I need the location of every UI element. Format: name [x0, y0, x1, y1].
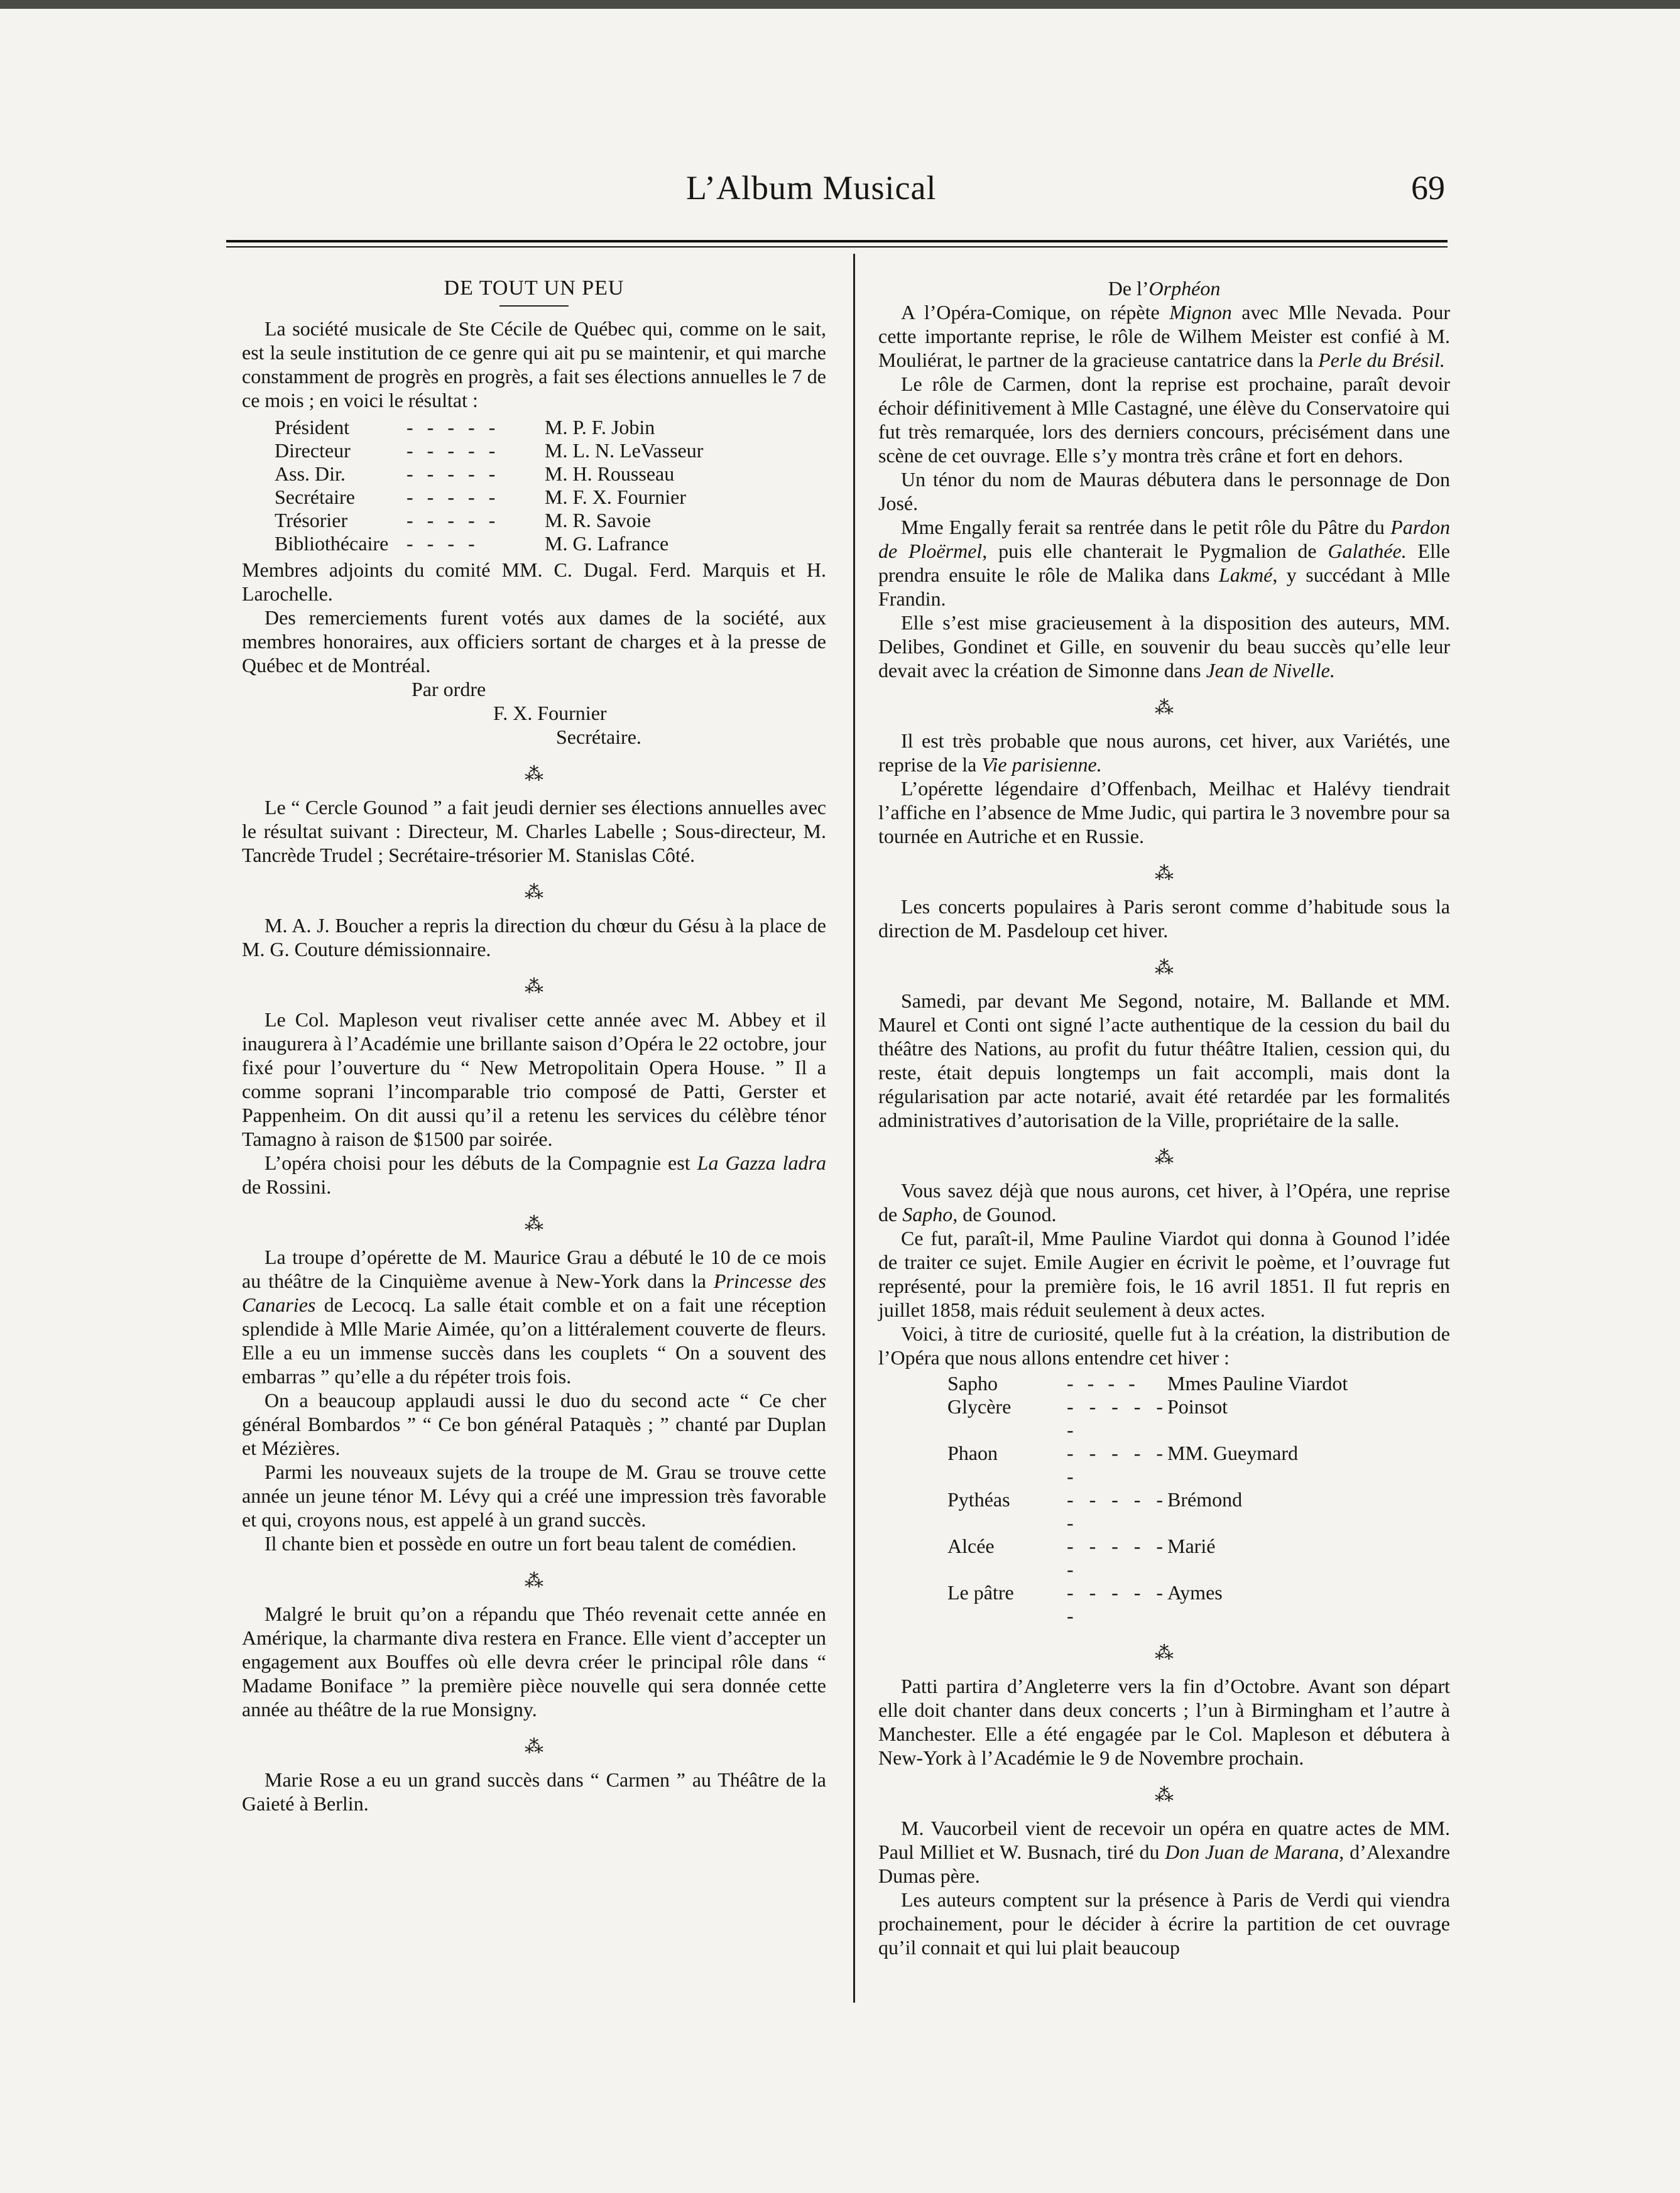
text: Elle prendra ensuite le rôle de Malika dans: [878, 540, 1450, 586]
table-row: [275, 439, 703, 462]
cell-dash: - - - - - -: [1067, 1581, 1167, 1627]
table-row: [947, 1581, 1348, 1628]
ornament-stars: ⁂: [525, 1570, 543, 1591]
paragraph: Le Col. Mapleson veut rivaliser cette année avec M. Abbey et il inaugurera à l’Académie une brillante saison d’Opéra le 22 octobre, jour fixé pour l’ouverture du “ New Metropolitain Opera House. ” Il a comme soprani l’incomparable trio composé de Patti, Gerster et Pappenheim. On dit aussi qu’il a retenu les services du célèbre ténor Tamagno à raison de $1500 par soirée.: [242, 1008, 826, 1150]
ornament-stars: ⁂: [1155, 863, 1174, 884]
table-row: [947, 1442, 1348, 1488]
text: M. Vaucorbeil vient de recevoir un opéra en quatre actes de MM. Paul Milliet et W. Busnach, tiré du: [878, 1817, 1450, 1863]
cell-name: M. F. X. Fournier: [545, 486, 686, 508]
table-row: [275, 462, 703, 486]
source-credit: [878, 276, 1450, 300]
cell-dash: - - - -: [406, 532, 479, 555]
cell-role: Sapho: [947, 1372, 998, 1395]
ornament-stars: ⁂: [1155, 1147, 1174, 1168]
source-name: Orphéon: [1148, 277, 1221, 300]
table-row: [275, 416, 703, 439]
paragraph: [878, 1178, 1450, 1226]
paragraph: Patti partira d’Angleterre vers la fin d’Octobre. Avant son départ elle doit chanter dans deux concerts ; l’un à Birmingham et l’autre à Manchester. Elle a été engagée par le Col. Mapleson et débutera à New-York à l’Académie le 9 de Novembre prochain.: [878, 1675, 1450, 1769]
cell-dash: - - - - -: [406, 462, 500, 485]
opera-title: Don Juan de Marana: [1165, 1841, 1339, 1863]
cell-dash: - - - - -: [406, 416, 500, 438]
text: Mme Engally ferait sa rentrée dans le petit rôle du Pâtre du: [901, 516, 1391, 538]
cell-name: Marié: [1167, 1535, 1216, 1557]
text: de Gounod.: [957, 1203, 1057, 1226]
cell-name: MM. Gueymard: [1167, 1442, 1298, 1464]
paragraph: Un ténor du nom de Mauras débutera dans le personnage de Don José.: [878, 468, 1450, 514]
cell-role: Directeur: [275, 439, 351, 462]
text: De l’: [1108, 277, 1149, 300]
scan-edge: [0, 0, 1680, 9]
section-title: DE TOUT UN PEU: [444, 276, 625, 300]
text: Vous savez déjà que nous aurons, cet hiver, à l’Opéra, une reprise de: [878, 1179, 1450, 1226]
paragraph: [878, 300, 1450, 372]
cell-role: Ass. Dir.: [275, 462, 346, 485]
paragraph: [878, 611, 1450, 682]
cell-name: Mmes Pauline Viardot: [1167, 1372, 1348, 1395]
text: Elle s’est mise gracieusement à la disposition des auteurs, MM. Delibes, Gondinet et Gille, en souvenir du beau succès qu’elle leur devait avec la création de Simonne dans: [878, 611, 1450, 682]
ornament-stars: ⁂: [525, 882, 543, 903]
paragraph: Membres adjoints du comité MM. C. Dugal. Ferd. Marquis et H. Larochelle.: [242, 558, 826, 605]
table-row: [947, 1488, 1348, 1535]
paragraph: [242, 1245, 826, 1388]
opera-title: Perle du Brésil.: [1318, 349, 1445, 371]
text: La troupe d’opérette de M. Maurice Grau a débuté le 10 de ce mois au théâtre de la Cinquième avenue à New-York dans la: [242, 1246, 826, 1292]
table-row: [275, 509, 703, 532]
paragraph: Les concerts populaires à Paris seront comme d’habitude sous la direction de M. Pasdeloup cet hiver.: [878, 895, 1450, 942]
opera-title: La Gazza ladra: [697, 1151, 827, 1174]
cell-role: Phaon: [947, 1442, 998, 1464]
paragraph: [878, 729, 1450, 776]
cell-name: Poinsot: [1167, 1395, 1228, 1418]
cell-name: M. R. Savoie: [545, 509, 651, 531]
cell-name: M. H. Rousseau: [545, 462, 675, 485]
page-number: 69: [1411, 169, 1445, 207]
opera-title: Sapho,: [902, 1203, 958, 1226]
text: , puis elle chanterait le Pygmalion de: [982, 540, 1328, 562]
cell-name: M. P. F. Jobin: [545, 416, 655, 438]
cast-table: [947, 1372, 1348, 1628]
right-column: [878, 276, 1450, 1959]
cell-dash: - - - - -: [406, 486, 500, 508]
text: A l’Opéra-Comique, on répète: [901, 301, 1170, 324]
text: , y succédant à Mlle Frandin.: [878, 563, 1451, 610]
paragraph: Ce fut, paraît-il, Mme Pauline Viardot qui donna à Gounod l’idée de traiter ce sujet. Emile Augier en écrivit le poème, et l’ouvrage fut représenté, pour la première fois, le 16 avril 1851. Il fut repris en juillet 1858, mais réduit seulement à deux actes.: [878, 1227, 1450, 1321]
opera-title: Jean de Nivelle.: [1206, 659, 1335, 682]
paragraph: Samedi, par devant Me Segond, notaire, M. Ballande et MM. Maurel et Conti ont signé l’acte authentique de la cession du bail du théâtre des Nations, au profit du futur théâtre Italien, cession qui, du reste, était depuis longtemps un fait accompli, mais dont la régularisation par acte notarié, avait été retardée par les formalités administratives d’autorisation de la Ville, propriétaire de la salle.: [878, 989, 1450, 1131]
paragraph: Il chante bien et possède en outre un fort beau talent de comédien.: [265, 1532, 797, 1555]
opera-title: Pardon de Ploërmel: [878, 516, 1450, 562]
text: de Rossini.: [242, 1175, 332, 1198]
column-divider: [853, 254, 855, 2003]
signature-title: Secrétaire.: [556, 726, 641, 748]
cell-dash: - - - - - -: [1067, 1488, 1167, 1534]
opera-title: Vie parisienne.: [981, 753, 1102, 776]
ornament-stars: ⁂: [1155, 957, 1174, 978]
left-column: [242, 276, 826, 1815]
title-rule: [499, 305, 569, 307]
ornament-stars: ⁂: [1155, 1785, 1174, 1805]
text: L’opéra choisi pour les débuts de la Compagnie est: [265, 1151, 697, 1174]
table-row: [947, 1372, 1348, 1395]
page-header: [234, 168, 1445, 225]
paragraph: On a beaucoup applaudi aussi le duo du second acte “ Ce cher général Bombardos ” “ Ce bon général Pataquès ; ” chanté par Duplan et Mézières.: [242, 1389, 826, 1459]
paragraph: L’opérette légendaire d’Offenbach, Meilhac et Halévy tiendrait l’affiche en l’absence de Mme Judic, qui partira le 3 novembre pour sa tournée en Autriche et en Russie.: [878, 777, 1450, 847]
cell-dash: - - - - -: [406, 509, 500, 531]
text: , d’Alexandre Dumas père.: [878, 1841, 1451, 1887]
table-row: [947, 1535, 1348, 1581]
paragraph: Le rôle de Carmen, dont la reprise est prochaine, paraît devoir échoir définitivement à Mlle Castagné, une élève du Conservatoire qui fut très remarquée, lors des derniers concours, précisément dans une scène de cet ouvrage. Elle s’y montra très crâne et fort en dehors.: [878, 373, 1450, 467]
paragraph: Parmi les nouveaux sujets de la troupe de M. Grau se trouve cette année un jeune ténor M. Lévy qui a créé une impression très favorable et qui, croyons nous, est appelé à un grand succès.: [242, 1461, 826, 1531]
text: Il est très probable que nous aurons, cet hiver, aux Variétés, une reprise de la: [878, 729, 1450, 776]
opera-title: Galathée.: [1328, 540, 1407, 562]
table-row: [275, 486, 703, 509]
cell-role: Le pâtre: [947, 1581, 1014, 1604]
paragraph: [878, 1816, 1450, 1888]
cell-dash: - - - - - -: [1067, 1535, 1167, 1581]
signature-name: F. X. Fournier: [493, 702, 607, 724]
paragraph: Voici, à titre de curiosité, quelle fut à la création, la distribution de l’Opéra que nous allons entendre cet hiver :: [878, 1322, 1450, 1369]
cell-name: M. L. N. LeVasseur: [545, 439, 704, 462]
paragraph: Le “ Cercle Gounod ” a fait jeudi dernier ses élections annuelles avec le résultat suivant : Directeur, M. Charles Labelle ; Sous-directeur, M. Tancrède Trudel ; Secrétaire-trésorier M. Stanislas Côté.: [242, 796, 826, 866]
ornament-stars: ⁂: [1155, 1643, 1174, 1663]
cell-name: Brémond: [1167, 1488, 1243, 1511]
paragraph: Marie Rose a eu un grand succès dans “ Carmen ” au Théâtre de la Gaieté à Berlin.: [242, 1768, 826, 1815]
cell-role: Alcée: [947, 1535, 995, 1557]
text: avec Mlle Nevada. Pour cette importante reprise, le rôle de Wilhem Meister est confié à M. Mouliérat, le partner de la gracieuse cantatrice dans la: [878, 301, 1450, 371]
text: de Lecocq. La salle était comble et on a fait une réception splendide à Mlle Marie Aimée, qu’on a littéralement couverte de fleurs. Elle a eu un immense succès dans les couplets “ On a souvent des embarras ” qu’elle a du répéter trois fois.: [242, 1293, 826, 1388]
ornament-stars: ⁂: [525, 1214, 543, 1234]
opera-title: Princesse des Canaries: [242, 1270, 827, 1316]
cell-name: Aymes: [1167, 1581, 1223, 1604]
ornament-stars: ⁂: [525, 1736, 543, 1757]
cell-dash: - - - - -: [406, 439, 500, 462]
table-row: [947, 1395, 1348, 1442]
cell-role: Président: [275, 416, 350, 438]
cell-role: Bibliothécaire: [275, 532, 389, 555]
header-rule: [226, 240, 1448, 242]
cell-dash: - - - - - -: [1067, 1395, 1167, 1441]
paragraph: [242, 1151, 826, 1199]
signature-order: Par ordre: [412, 678, 486, 700]
journal-title: L’Album Musical: [686, 169, 937, 207]
opera-title: Mignon: [1169, 301, 1232, 324]
cell-role: Pythéas: [947, 1488, 1010, 1511]
paragraph: La société musicale de Ste Cécile de Québec qui, comme on le sait, est la seule institution de ce genre qui ait pu se maintenir, et qui marche constamment de progrès en progrès, a fait ses élections annuelles le 7 de ce mois ; en voici le résultat :: [242, 317, 826, 411]
opera-title: Lakmé: [1219, 563, 1273, 586]
ornament-stars: ⁂: [525, 976, 543, 997]
cell-name: M. G. Lafrance: [545, 532, 669, 555]
ornament-stars: ⁂: [1155, 697, 1174, 718]
paragraph: Malgré le bruit qu’on a répandu que Théo revenait cette année en Amérique, la charmante diva restera en France. Elle vient d’accepter un engagement aux Bouffes où elle devra créer le principal rôle dans “ Madame Boniface ” la première pièce nouvelle qui sera donnée cette année au théâtre de la rue Monsigny.: [242, 1603, 826, 1721]
paragraph: Des remerciements furent votés aux dames de la société, aux membres honoraires, aux officiers sortant de charges et à la presse de Québec et de Montréal.: [242, 606, 826, 677]
cell-dash: - - - -: [1067, 1372, 1140, 1395]
cell-role: Glycère: [947, 1395, 1012, 1418]
ornament-stars: ⁂: [525, 764, 543, 785]
cell-dash: - - - - - -: [1067, 1442, 1167, 1488]
table-row: [275, 532, 703, 555]
paragraph: M. A. J. Boucher a repris la direction du chœur du Gésu à la place de M. G. Couture démissionnaire.: [242, 914, 826, 960]
officers-table: [275, 416, 703, 555]
paragraph: [878, 515, 1450, 611]
cell-role: Secrétaire: [275, 486, 355, 508]
paragraph: Les auteurs comptent sur la présence à Paris de Verdi qui viendra prochainement, pour le décider à écrire la partition de cet ouvrage qu’il connait et qui lui plait beaucoup: [878, 1888, 1450, 1959]
cell-role: Trésorier: [275, 509, 348, 531]
header-rule-thin: [226, 246, 1448, 248]
